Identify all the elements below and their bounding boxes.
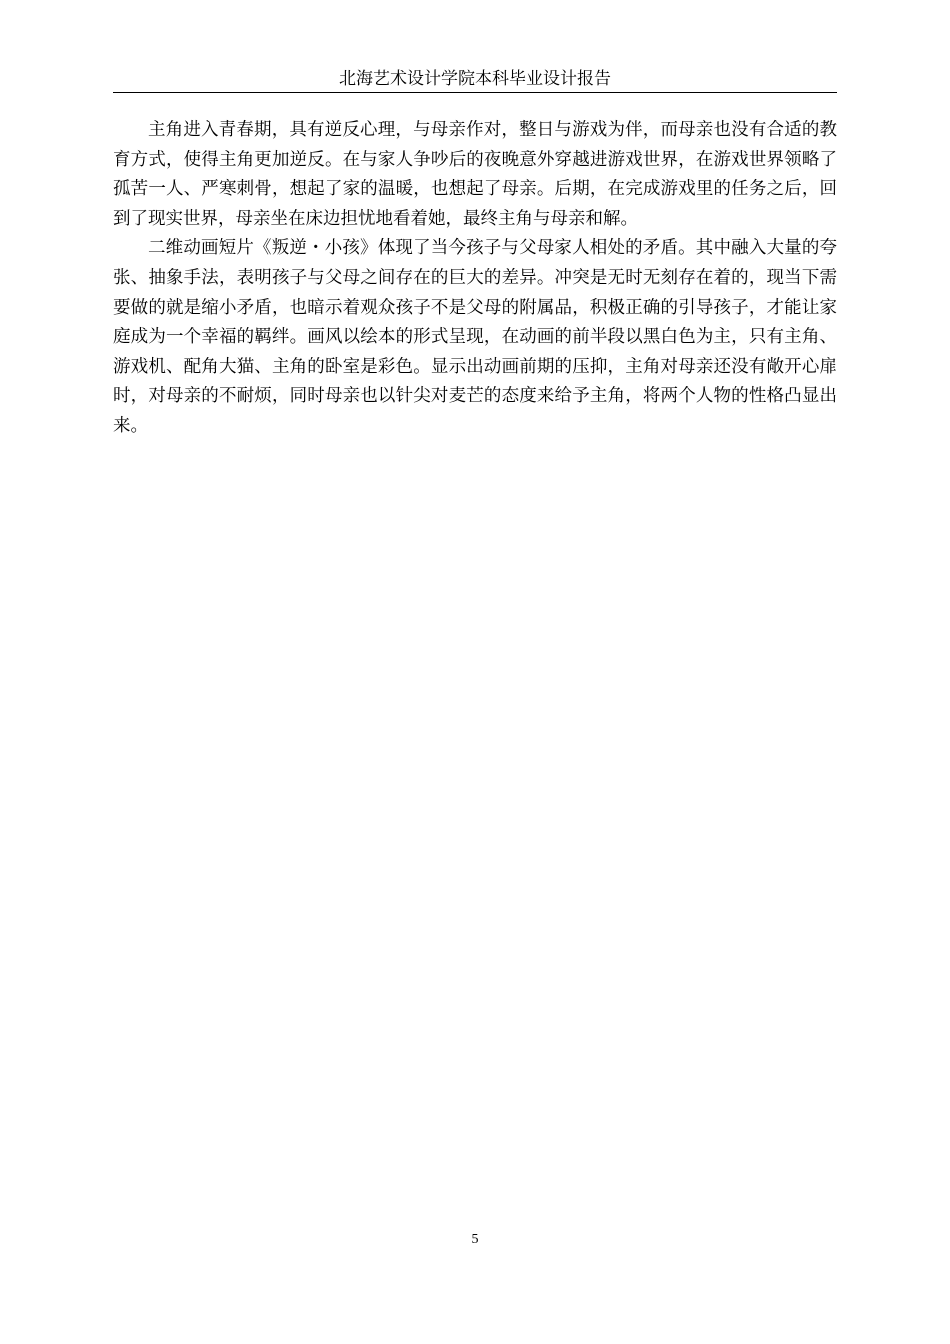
- header-divider: [113, 92, 837, 93]
- paragraph-1: 主角进入青春期，具有逆反心理，与母亲作对，整日与游戏为伴，而母亲也没有合适的教育方式，使得主角更加逆反。在与家人争吵后的夜晚意外穿越进游戏世界，在游戏世界领略了孤苦一人、严寒刺骨，想起了家的温暖，也想起了母亲。后期，在完成游戏里的任务之后，回到了现实世界，母亲坐在床边担忧地看着她，最终主角与母亲和解。: [113, 120, 837, 229]
- page-header: 北海艺术设计学院本科毕业设计报告: [339, 69, 611, 89]
- page-number: 5: [471, 1232, 479, 1247]
- body-text: [113, 116, 837, 442]
- paragraph-2: 二维动画短片《叛逆・小孩》体现了当今孩子与父母家人相处的矛盾。其中融入大量的夸张、抽象手法，表明孩子与父母之间存在的巨大的差异。冲突是无时无刻存在着的，现当下需要做的就是缩小矛盾，也暗示着观众孩子不是父母的附属品，积极正确的引导孩子，才能让家庭成为一个幸福的羁绊。画风以绘本的形式呈现，在动画的前半段以黑白色为主，只有主角、游戏机、配角大猫、主角的卧室是彩色。显示出动画前期的压抑，主角对母亲还没有敞开心扉时，对母亲的不耐烦，同时母亲也以针尖对麦芒的态度来给予主角，将两个人物的性格凸显出来。: [113, 238, 837, 436]
